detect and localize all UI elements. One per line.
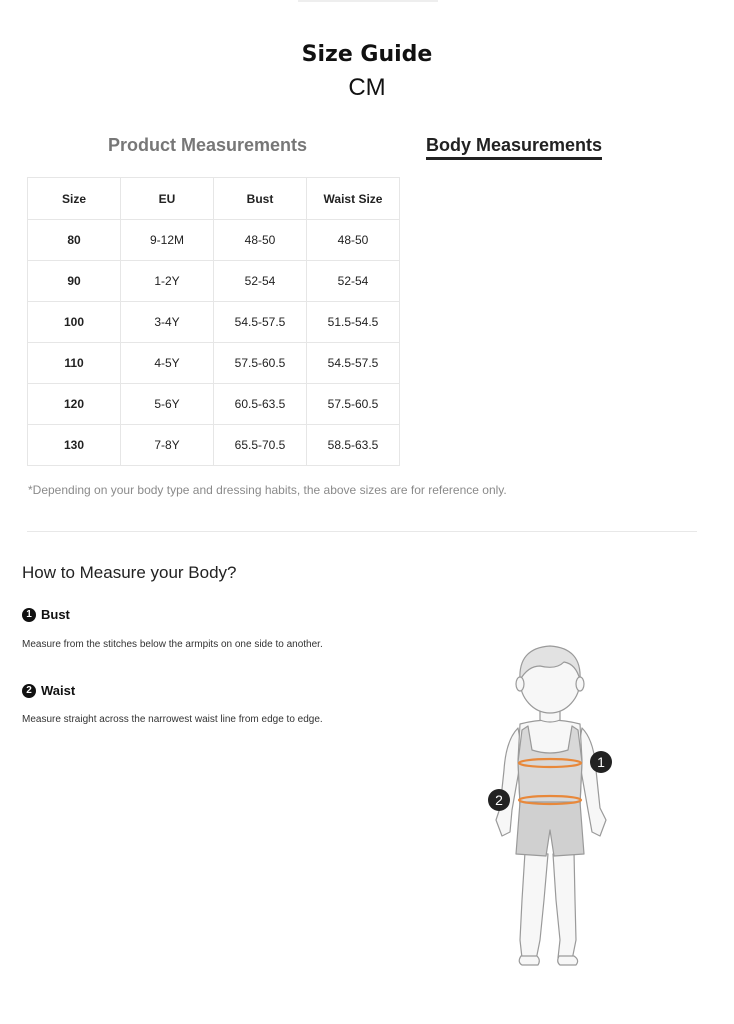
size-table [27,177,400,466]
table-cell: 51.5-54.5 [307,302,400,343]
marker-two-label: 2 [495,792,503,808]
table-cell: 4-5Y [121,343,214,384]
child-body-diagram-icon [470,640,630,975]
table-cell: 100 [28,302,121,343]
table-header-cell: Bust [214,178,307,220]
table-cell: 57.5-60.5 [214,343,307,384]
number-two-icon: 2 [22,684,36,698]
table-cell: 90 [28,261,121,302]
table-cell: 3-4Y [121,302,214,343]
tab-product-measurements[interactable]: Product Measurements [108,135,308,155]
section-divider [27,531,697,532]
table-cell: 110 [28,343,121,384]
table-row [28,384,400,425]
table-header-row [28,178,400,220]
table-row [28,302,400,343]
table-cell: 54.5-57.5 [214,302,307,343]
top-handle-bar [298,0,438,2]
table-row [28,425,400,466]
bust-heading [22,607,70,622]
table-cell: 57.5-60.5 [307,384,400,425]
table-cell: 52-54 [214,261,307,302]
table-cell: 7-8Y [121,425,214,466]
waist-label: Waist [41,683,76,698]
table-cell: 48-50 [307,220,400,261]
bust-label: Bust [41,607,70,622]
table-header-cell: Waist Size [307,178,400,220]
unit-label: CM [348,74,386,101]
waist-heading [22,683,75,698]
table-cell: 54.5-57.5 [307,343,400,384]
bust-description: Measure from the stitches below the armpits on one side to another. [22,639,323,650]
waist-description: Measure straight across the narrowest waist line from edge to edge. [22,714,323,725]
table-header-cell: Size [28,178,121,220]
table-cell: 52-54 [307,261,400,302]
table-header-cell: EU [121,178,214,220]
table-row [28,343,400,384]
table-cell: 80 [28,220,121,261]
table-row [28,220,400,261]
table-cell: 130 [28,425,121,466]
table-row [28,261,400,302]
table-cell: 120 [28,384,121,425]
marker-one-label: 1 [597,754,605,770]
table-cell: 1-2Y [121,261,214,302]
table-cell: 9-12M [121,220,214,261]
how-to-measure-heading: How to Measure your Body? [22,563,237,582]
table-cell: 65.5-70.5 [214,425,307,466]
number-one-icon: 1 [22,608,36,622]
table-cell: 60.5-63.5 [214,384,307,425]
tab-body-measurements[interactable]: Body Measurements [426,135,602,160]
table-cell: 58.5-63.5 [307,425,400,466]
reference-note: *Depending on your body type and dressing habits, the above sizes are for reference only. [28,483,507,497]
child-figure-svg [470,640,630,975]
table-cell: 48-50 [214,220,307,261]
page-title: Size Guide [301,42,433,67]
table-cell: 5-6Y [121,384,214,425]
